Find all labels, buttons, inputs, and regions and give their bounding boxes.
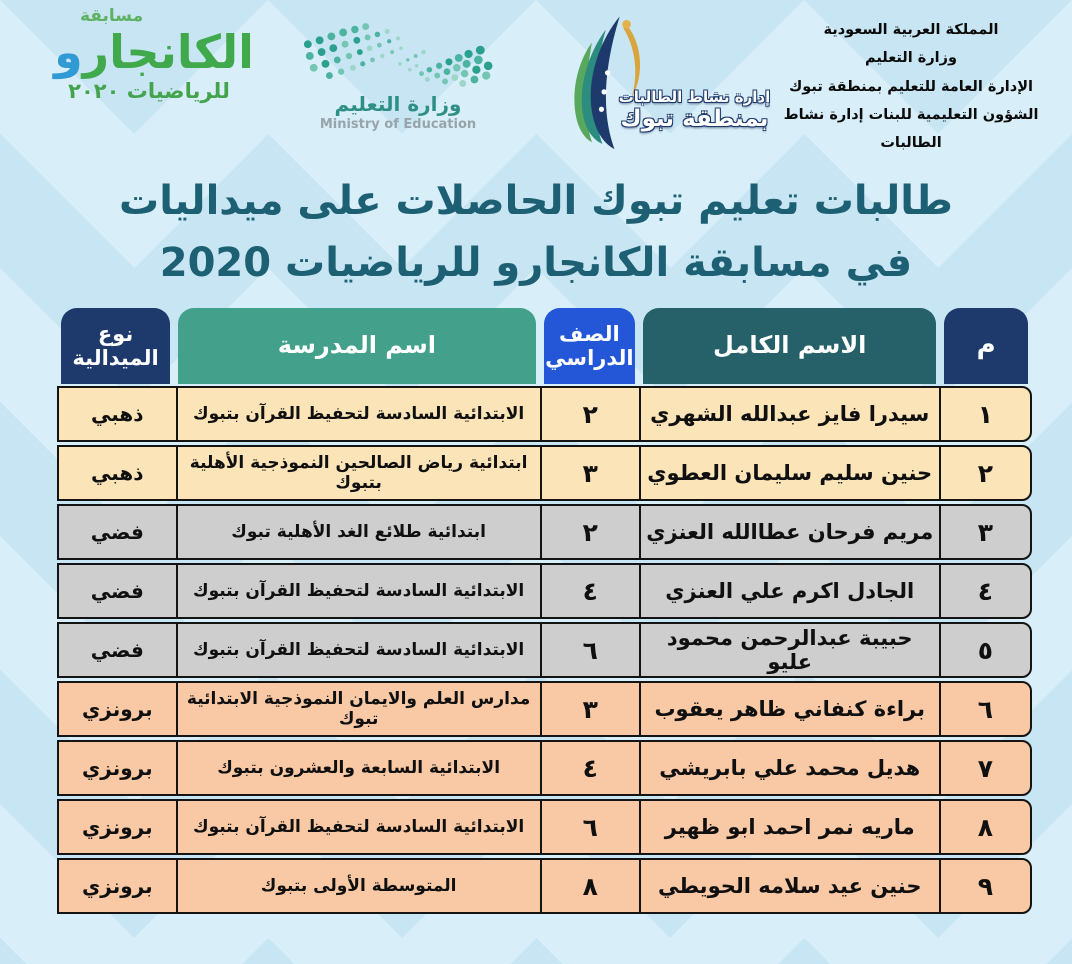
table-row: [57, 858, 1032, 914]
cell-number: ٦: [939, 683, 1030, 735]
cell-number: ١: [939, 388, 1030, 440]
cell-school-name: الابتدائية السادسة لتحفيظ القرآن بتبوك: [176, 801, 540, 853]
student-activity-tabuk-logo: [515, 4, 770, 159]
column-header-grade-label: الصف الدراسي: [545, 321, 634, 370]
government-header-text: [758, 16, 1064, 157]
cell-school-name: المتوسطة الأولى بتبوك: [176, 860, 540, 912]
column-header-school-name: [174, 308, 540, 384]
column-header-grade: [540, 308, 639, 384]
cell-medal-type: فضي: [90, 579, 144, 603]
cell-school-name: ابتدائية طلائع الغد الأهلية تبوك: [176, 506, 540, 558]
page-title-line2: في مسابقة الكانجارو للرياضيات 2020: [159, 240, 913, 286]
cell-full-name: الجادل اكرم علي العنزي: [639, 565, 939, 617]
kangaroo-competition-word: مسابقة: [80, 6, 144, 26]
column-header-number-label: م: [976, 330, 996, 361]
table-row: [57, 563, 1032, 619]
cell-number: ٤: [939, 565, 1030, 617]
cell-school-name: الابتدائية السادسة لتحفيظ القرآن بتبوك: [176, 388, 540, 440]
activity-logo-text: [617, 88, 772, 132]
cell-school-name: مدارس العلم والايمان النموذجية الابتدائية تبوك: [176, 683, 540, 735]
cell-medal-type: ذهبي: [91, 402, 144, 426]
cell-full-name: ماريه نمر احمد ابو ظهير: [639, 801, 939, 853]
cell-number: ٩: [939, 860, 1030, 912]
flame-emblem-icon: [533, 4, 663, 159]
column-header-medal-type: [57, 308, 174, 384]
activity-logo-line1: إدارة نشاط الطالبات: [618, 88, 771, 106]
table-row: [57, 504, 1032, 560]
cell-grade: ٨: [540, 860, 639, 912]
table-row: [57, 681, 1032, 737]
cell-full-name: حنين سليم سليمان العطوي: [639, 447, 939, 499]
cell-grade: ٣: [540, 683, 639, 735]
page-title-line1: طالبات تعليم تبوك الحاصلات على ميداليات: [119, 178, 953, 224]
column-header-number: [940, 308, 1032, 384]
table-row: [57, 386, 1032, 442]
cell-medal-type: فضي: [90, 520, 144, 544]
cell-full-name: هديل محمد علي بابريشي: [639, 742, 939, 794]
gov-line-affairs: الشؤون التعليمية للبنات إدارة نشاط الطالبات: [783, 106, 1039, 152]
cell-medal-type: برونزي: [81, 756, 153, 780]
cell-medal-type: ذهبي: [91, 461, 144, 485]
cell-full-name: مريم فرحان عطاالله العنزي: [639, 506, 939, 558]
table-row: [57, 799, 1032, 855]
kangaroo-wordmark: [28, 26, 280, 79]
cell-grade: ٣: [540, 447, 639, 499]
moe-english-name: Ministry of Education: [319, 117, 477, 132]
cell-school-name: الابتدائية السابعة والعشرون بتبوك: [176, 742, 540, 794]
gov-line-country: المملكة العربية السعودية: [823, 22, 999, 38]
gov-line-ministry: وزارة التعليم: [864, 50, 957, 67]
cell-number: ٥: [939, 624, 1030, 676]
cell-number: ٢: [939, 447, 1030, 499]
cell-medal-type: برونزي: [81, 697, 153, 721]
header-logos: [0, 0, 1072, 162]
column-header-school-name-label: اسم المدرسة: [277, 331, 436, 360]
cell-number: ٨: [939, 801, 1030, 853]
cell-grade: ٤: [540, 565, 639, 617]
kangaroo-2020-logo: [28, 6, 280, 103]
cell-full-name: براءة كنفاني ظاهر يعقوب: [639, 683, 939, 735]
cell-grade: ٢: [540, 388, 639, 440]
cell-medal-type: فضي: [90, 638, 144, 662]
page-title: [0, 170, 1072, 294]
kangaroo-subtitle: للرياضيات ٢٠٢٠: [68, 78, 230, 103]
kangaroo-wordmark-green: الكانجار: [82, 25, 254, 79]
cell-medal-type: برونزي: [81, 874, 153, 898]
cell-number: ٣: [939, 506, 1030, 558]
moe-dots-emblem-icon: [300, 20, 496, 90]
cell-full-name: حبيبة عبدالرحمن محمود عليو: [639, 624, 939, 676]
cell-school-name: الابتدائية السادسة لتحفيظ القرآن بتبوك: [176, 565, 540, 617]
cell-number: ٧: [939, 742, 1030, 794]
gov-line-administration: الإدارة العامة للتعليم بمنطقة تبوك: [789, 78, 1033, 95]
table-row: [57, 740, 1032, 796]
table-row: [57, 445, 1032, 501]
column-header-full-name: [639, 308, 940, 384]
kangaroo-wordmark-blue-waw: و: [54, 25, 83, 79]
cell-full-name: حنين عيد سلامه الحويطي: [639, 860, 939, 912]
medals-table: [57, 308, 1032, 914]
cell-grade: ٦: [540, 624, 639, 676]
cell-grade: ٤: [540, 742, 639, 794]
activity-logo-line2: بمنطقة تبوك: [620, 106, 769, 132]
cell-full-name: سيدرا فايز عبدالله الشهري: [639, 388, 939, 440]
cell-medal-type: برونزي: [81, 815, 153, 839]
ministry-of-education-logo: [293, 20, 503, 132]
cell-school-name: ابتدائية رياض الصالحين النموذجية الأهلية بتبوك: [176, 447, 540, 499]
table-body: [57, 386, 1032, 914]
cell-grade: ٢: [540, 506, 639, 558]
table-row: [57, 622, 1032, 678]
cell-school-name: الابتدائية السادسة لتحفيظ القرآن بتبوك: [176, 624, 540, 676]
table-header-row: [57, 308, 1032, 384]
moe-arabic-name: وزارة التعليم: [334, 92, 462, 116]
cell-grade: ٦: [540, 801, 639, 853]
column-header-full-name-label: الاسم الكامل: [713, 331, 867, 360]
column-header-medal-type-label: نوع الميدالية: [72, 321, 159, 370]
